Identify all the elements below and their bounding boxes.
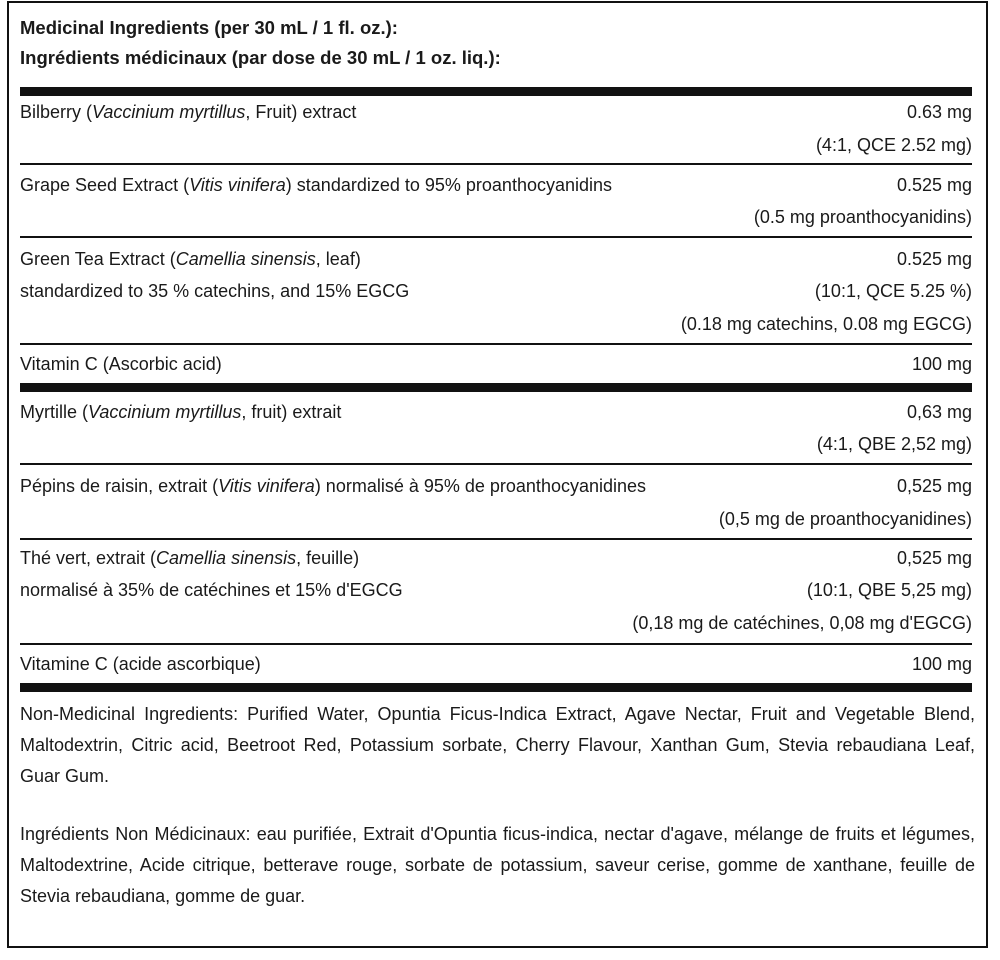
ingredient-name-line2: normalisé à 35% de catéchines et 15% d'EGCG bbox=[20, 580, 403, 600]
row-divider bbox=[20, 236, 972, 238]
ingredient-name: Vitamine C (acide ascorbique) bbox=[20, 654, 261, 674]
header-french: Ingrédients médicinaux (par dose de 30 mL / 1 oz. liq.): bbox=[20, 47, 501, 68]
ingredient-name: Vitamin C (Ascorbic acid) bbox=[20, 354, 222, 374]
ingredient-amount: 0,525 mg bbox=[896, 548, 972, 568]
ingredient-amount: 0,63 mg bbox=[906, 402, 972, 422]
ingredient-amount: 0.525 mg bbox=[896, 249, 972, 269]
ingredient-amount: 100 mg bbox=[911, 354, 972, 374]
ingredient-detail: (0,5 mg de proanthocyanidines) bbox=[718, 509, 972, 529]
ingredient-amount: 100 mg bbox=[911, 654, 972, 674]
ingredient-name: Myrtille (Vaccinium myrtillus, fruit) extrait bbox=[20, 402, 342, 422]
non-medicinal-english: Non-Medicinal Ingredients: Purified Water, Opuntia Ficus-Indica Extract, Agave Nectar, Fruit and Vegetable Blend, Maltodextrin, Citric acid, Beetroot Red, Potassium sorbate, Cherry Flavour, Xanthan Gum, Stevia rebaudiana Leaf, Guar Gum. bbox=[20, 704, 975, 786]
ingredient-amount: 0.525 mg bbox=[896, 175, 972, 195]
section-divider bbox=[20, 683, 972, 692]
section-divider bbox=[20, 383, 972, 392]
ingredient-detail-2: (0.18 mg catechins, 0.08 mg EGCG) bbox=[680, 314, 972, 334]
ingredient-detail: (4:1, QBE 2,52 mg) bbox=[816, 434, 972, 454]
ingredient-name: Grape Seed Extract (Vitis vinifera) standardized to 95% proanthocyanidins bbox=[20, 175, 613, 195]
row-divider bbox=[20, 538, 972, 540]
ingredient-amount: 0,525 mg bbox=[896, 476, 972, 496]
ingredient-detail: (4:1, QCE 2.52 mg) bbox=[815, 135, 972, 155]
row-divider bbox=[20, 163, 972, 165]
ingredient-name: Thé vert, extrait (Camellia sinensis, feuille) bbox=[20, 548, 360, 568]
row-divider bbox=[20, 343, 972, 345]
row-divider bbox=[20, 643, 972, 645]
ingredient-detail: (0.5 mg proanthocyanidins) bbox=[753, 207, 972, 227]
header-divider bbox=[20, 87, 972, 96]
header-english: Medicinal Ingredients (per 30 mL / 1 fl. oz.): bbox=[20, 17, 398, 38]
ingredient-name-line2: standardized to 35 % catechins, and 15% EGCG bbox=[20, 281, 410, 301]
row-divider bbox=[20, 463, 972, 465]
non-medicinal-french: Ingrédients Non Médicinaux: eau purifiée, Extrait d'Opuntia ficus-indica, nectar d'agave, mélange de fruits et légumes, Maltodextrine, Acide citrique, betterave rouge, sorbate de potassium, saveur cerise, gomme de xanthane, feuille de Stevia rebaudiana, gomme de guar. bbox=[20, 824, 975, 906]
ingredients-panel bbox=[7, 1, 988, 948]
ingredient-detail: (10:1, QBE 5,25 mg) bbox=[806, 580, 972, 600]
ingredient-amount: 0.63 mg bbox=[906, 102, 972, 122]
ingredient-name: Green Tea Extract (Camellia sinensis, leaf) bbox=[20, 249, 361, 269]
ingredient-detail: (10:1, QCE 5.25 %) bbox=[814, 281, 972, 301]
ingredient-name: Pépins de raisin, extrait (Vitis vinifera) normalisé à 95% de proanthocyanidines bbox=[20, 476, 647, 496]
ingredient-name: Bilberry (Vaccinium myrtillus, Fruit) extract bbox=[20, 102, 357, 122]
ingredient-detail-2: (0,18 mg de catéchines, 0,08 mg d'EGCG) bbox=[632, 613, 972, 633]
